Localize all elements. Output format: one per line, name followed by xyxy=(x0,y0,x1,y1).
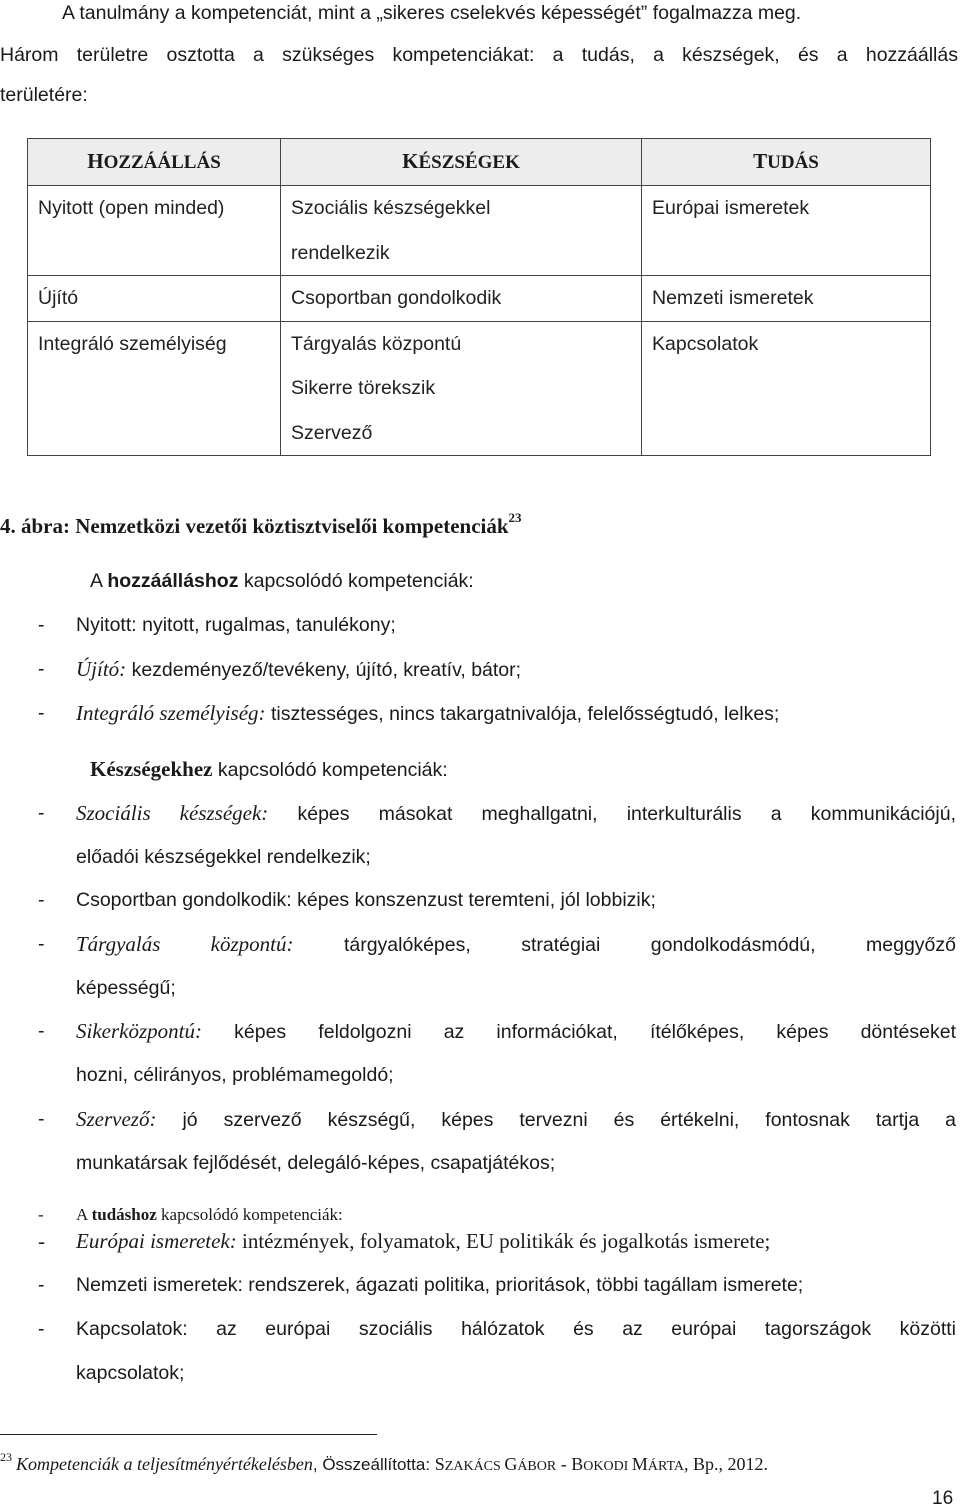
list-dash: - xyxy=(38,1020,45,1042)
list-item: Szociális készségek: képes másokat meghallgatni, interkulturális a kommunikációjú, xyxy=(76,801,956,825)
list-item: Kapcsolatok: az európai szociális hálózatok és az európai tagországok közötti xyxy=(76,1318,956,1340)
competency-table xyxy=(27,138,931,456)
figure-caption: 4. ábra: Nemzetközi vezetői köztisztviselői kompetenciák$^{23}$ xyxy=(0,510,522,538)
table-header-row xyxy=(28,139,931,186)
table-row xyxy=(28,276,931,322)
cell-knowledge: Kapcsolatok xyxy=(652,332,759,355)
intro-line-3: területére: xyxy=(0,84,88,106)
footnote-ref: 23 xyxy=(508,510,522,525)
cell-knowledge: Európai ismeretek xyxy=(652,197,810,219)
cell-attitude: Újító xyxy=(38,287,79,309)
header-knowledge: TUDÁS xyxy=(642,139,931,186)
cell-attitude: Nyitott (open minded) xyxy=(38,197,225,219)
cell-attitude: Integráló személyiség xyxy=(38,332,227,355)
list-dash: - xyxy=(38,1318,45,1340)
footnote: $^{23}$ Kompetenciák a teljesítményértékelésben, Összeállította: SZAKÁCS GÁBOR - BOKODI MÁRTA, Bp., 2012. xyxy=(0,1450,769,1474)
list-item-cont: munkatársak fejlődését, delegáló-képes, csapatjátékos; xyxy=(76,1152,556,1174)
list-dash: - xyxy=(38,1274,45,1296)
list-dash: - xyxy=(38,1205,44,1224)
cell-skill: Szervező xyxy=(291,421,373,444)
list-item: Nyitott: nyitott, rugalmas, tanulékony; xyxy=(76,614,396,636)
list-item-cont: kapcsolatok; xyxy=(76,1362,185,1384)
list-dash: - xyxy=(38,702,45,724)
list-item: Csoportban gondolkodik: képes konszenzust teremteni, jól lobbizik; xyxy=(76,889,656,911)
intro-line-2: Három területre osztotta a szükséges kompetenciákat: a tudás, a készségek, és a hozzáállás xyxy=(0,44,958,66)
cell-knowledge: Nemzeti ismeretek xyxy=(652,287,814,309)
list-item: Nemzeti ismeretek: rendszerek, ágazati politika, prioritások, többi tagállam ismerete; xyxy=(76,1274,804,1296)
list-item: Tárgyalás központú: tárgyalóképes, stratégiai gondolkodásmódú, meggyőző xyxy=(76,932,956,956)
list-item-cont: előadói készségekkel rendelkezik; xyxy=(76,846,371,868)
cell-skill: Szociális készségekkel xyxy=(291,197,491,219)
cell-skill: Sikerre törekszik xyxy=(291,377,436,399)
list-item: Sikerközpontú: képes feldolgozni az információkat, ítélőképes, képes döntéseket xyxy=(76,1019,956,1043)
list-item: Integráló személyiség: tisztességes, nincs takargatnivalója, felelősségtudó, lelkes; xyxy=(76,701,780,725)
skills-intro: Készségekhez kapcsolódó kompetenciák: xyxy=(90,757,448,781)
list-item: Újító: kezdeményező/tevékeny, újító, kreatív, bátor; xyxy=(76,657,522,681)
list-dash: - xyxy=(38,802,45,824)
header-skills: KÉSZSÉGEK xyxy=(281,139,642,186)
header-attitude: HOZZÁÁLLÁS xyxy=(28,139,281,186)
list-item-cont: hozni, célirányos, problémamegoldó; xyxy=(76,1064,394,1086)
cell-skill-cont: rendelkezik xyxy=(291,241,390,264)
list-item-cont: képességű; xyxy=(76,977,176,999)
attitude-intro: A hozzáálláshoz kapcsolódó kompetenciák: xyxy=(90,570,474,592)
list-dash: - xyxy=(38,1108,45,1130)
list-dash: - xyxy=(38,1229,45,1253)
intro-line-1: A tanulmány a kompetenciát, mint a „sikeres cselekvés képességét” fogalmazza meg. xyxy=(62,2,802,24)
list-dash: - xyxy=(38,658,45,680)
list-item: Szervező: jó szervező készségű, képes tervezni és értékelni, fontosnak tartja a xyxy=(76,1107,956,1131)
list-dash: - xyxy=(38,614,45,636)
knowledge-intro: A tudáshoz kapcsolódó kompetenciák: xyxy=(76,1205,343,1224)
list-item: Európai ismeretek: intézmények, folyamatok, EU politikák és jogalkotás ismerete; xyxy=(76,1229,771,1253)
cell-skill: Tárgyalás központú xyxy=(291,332,462,355)
footnote-separator xyxy=(0,1434,377,1435)
cell-skill: Csoportban gondolkodik xyxy=(291,287,502,309)
list-dash: - xyxy=(38,889,45,911)
page-number: 16 xyxy=(932,1488,954,1509)
table-row xyxy=(28,321,931,456)
table-row xyxy=(28,186,931,276)
list-dash: - xyxy=(38,933,45,955)
